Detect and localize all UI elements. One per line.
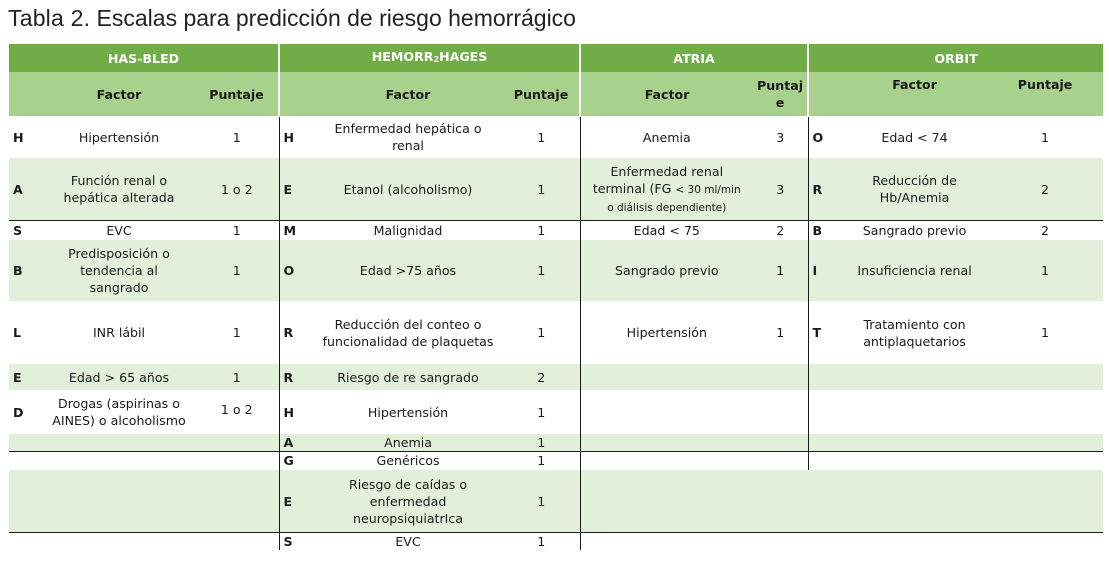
hasbled-factor-line: tendencia al — [80, 263, 158, 278]
orbit-letter: I — [808, 240, 842, 302]
table-row — [9, 158, 1103, 221]
atria-factor-line: Enfermedad renal — [610, 163, 724, 179]
atria-score: 3 — [753, 117, 808, 158]
hem-score: 2 — [503, 364, 580, 391]
hem-factor — [313, 117, 503, 158]
hem-factor-line: Enfermedad hepática o — [334, 121, 482, 136]
atria-score: 2 — [753, 221, 808, 240]
hasbled-factor: Hipertensión — [43, 117, 195, 158]
orbit-factor: Edad < 74 — [842, 117, 987, 158]
hem-letter: G — [279, 452, 313, 470]
table-row — [9, 240, 1103, 302]
hasbled-factor-line: hepática alterada — [63, 190, 175, 205]
hem-letter: H — [279, 391, 313, 434]
hem-factor: Edad >75 años — [313, 240, 503, 302]
atria-orbit-empty-cell — [580, 533, 1103, 551]
hasbled-empty-cell — [9, 434, 279, 452]
hem-factor: Genéricos — [313, 452, 503, 470]
orbit-factor-line: Hb/Anemia — [879, 190, 950, 205]
hem-letter: R — [279, 302, 313, 364]
atria-empty-cell — [580, 364, 808, 391]
atria-empty-cell — [580, 434, 808, 452]
table-caption — [8, 5, 576, 32]
table-row — [9, 302, 1103, 364]
atria-score-header — [753, 72, 808, 117]
atria-score-header-1: Puntaj — [757, 78, 804, 93]
atria-factor: Edad < 75 — [580, 221, 753, 240]
hasbled-score: 1 — [195, 364, 279, 391]
hem-factor — [313, 302, 503, 364]
header-hasbled: HAS-BLED — [9, 44, 279, 72]
orbit-factor-line: Reducción de — [872, 173, 957, 188]
hem-factor: Hipertensión — [313, 391, 503, 434]
orbit-score: 1 — [987, 240, 1103, 302]
atria-factor — [580, 158, 753, 221]
hasbled-factor-header: Factor — [43, 72, 195, 117]
hem-factor-line: enfermedad — [369, 493, 447, 509]
hem-factor: Malignidad — [313, 221, 503, 240]
orbit-score: 2 — [987, 221, 1103, 240]
hem-factor-header: Factor — [313, 72, 503, 117]
orbit-empty-cell — [808, 364, 1103, 391]
table-row — [9, 117, 1103, 158]
hasbled-letter: D — [9, 391, 43, 434]
hem-score-header: Puntaje — [503, 72, 580, 117]
hasbled-factor-line: Drogas (aspirinas o — [58, 396, 180, 411]
orbit-score: 1 — [987, 117, 1103, 158]
orbit-factor-line: antiplaquetarios — [863, 333, 966, 349]
hem-factor-line: renal — [392, 138, 424, 153]
hem-score: 1 — [503, 117, 580, 158]
table-row — [9, 533, 1103, 551]
hem-letter: O — [279, 240, 313, 302]
hasbled-empty-cell — [9, 452, 279, 470]
hasbled-letter: B — [9, 240, 43, 302]
scale-header-row — [9, 44, 1103, 72]
atria-factor: Hipertensión — [580, 302, 753, 364]
header-hemorrhages-pre: HEMORR — [371, 49, 434, 64]
hasbled-empty-cell — [9, 470, 279, 533]
hem-factor-line: Reducción del conteo o — [334, 316, 482, 332]
orbit-score: 2 — [987, 158, 1103, 221]
orbit-empty-cell — [808, 452, 1103, 470]
hasbled-factor-line: Función renal o — [70, 173, 168, 188]
atria-factor-line: < 30 ml/min — [675, 183, 741, 196]
hem-letter: R — [279, 364, 313, 391]
header-hemorrhages-post: HAGES — [439, 49, 488, 64]
hasbled-letter: E — [9, 364, 43, 391]
orbit-score-header: Puntaje — [987, 72, 1103, 117]
header-hemorrhages — [279, 44, 580, 72]
table-row — [9, 452, 1103, 470]
orbit-factor: Sangrado previo — [842, 221, 987, 240]
atria-factor: Anemia — [580, 117, 753, 158]
hasbled-letter: A — [9, 158, 43, 221]
hasbled-letter: L — [9, 302, 43, 364]
header-atria: ATRIA — [580, 44, 808, 72]
header-orbit: ORBIT — [808, 44, 1103, 72]
table-row — [9, 221, 1103, 240]
hasbled-factor-line: AINES) o alcoholismo — [52, 413, 186, 428]
hasbled-factor-line: sangrado — [89, 280, 149, 295]
hasbled-factor-line: Predisposición o — [68, 246, 170, 261]
hem-factor-line: funcionalidad de plaquetas — [322, 333, 494, 349]
atria-score-header-2: e — [775, 95, 785, 110]
hem-letter: E — [279, 158, 313, 221]
caption-title: Escalas para predicción de riesgo hemorrágico — [96, 5, 576, 31]
hem-score: 1 — [503, 158, 580, 221]
caption-label: Tabla 2. — [8, 5, 91, 31]
hem-factor: Anemia — [313, 434, 503, 452]
hasbled-factor: Edad > 65 años — [43, 364, 195, 391]
hasbled-factor: EVC — [43, 221, 195, 240]
orbit-letter: O — [808, 117, 842, 158]
hem-factor: Etanol (alcoholismo) — [313, 158, 503, 221]
header-hemorrhages-sub: 2 — [433, 55, 440, 64]
orbit-factor — [842, 302, 987, 364]
hasbled-factor — [43, 158, 195, 221]
hem-factor-line: neuropsiquiatrIca — [352, 510, 464, 526]
table-row — [9, 391, 1103, 434]
table-row — [9, 434, 1103, 452]
atria-empty-cell — [580, 452, 808, 470]
hem-letter: M — [279, 221, 313, 240]
hasbled-score: 1 o 2 — [195, 391, 279, 434]
hasbled-score: 1 — [195, 117, 279, 158]
hem-score: 1 — [503, 434, 580, 452]
atria-score: 1 — [753, 302, 808, 364]
hasbled-score-header: Puntaje — [195, 72, 279, 117]
atria-score: 1 — [753, 240, 808, 302]
hem-letter: S — [279, 533, 313, 551]
orbit-factor-line: Tratamiento con — [863, 316, 966, 332]
table-row — [9, 364, 1103, 391]
hem-score: 1 — [503, 302, 580, 364]
hasbled-score: 1 — [195, 240, 279, 302]
column-header-row — [9, 72, 1103, 117]
orbit-score: 1 — [987, 302, 1103, 364]
hasbled-score: 1 — [195, 302, 279, 364]
atria-empty-cell — [580, 391, 808, 434]
orbit-factor: Insuficiencia renal — [842, 240, 987, 302]
orbit-factor-header: Factor — [842, 72, 987, 117]
hasbled-letter: H — [9, 117, 43, 158]
hasbled-letter: S — [9, 221, 43, 240]
hasbled-factor — [43, 391, 195, 434]
hem-factor-line: Riesgo de caídas o — [348, 476, 468, 492]
orbit-factor — [842, 158, 987, 221]
hem-letter: H — [279, 117, 313, 158]
hasbled-score: 1 — [195, 221, 279, 240]
hem-score: 1 — [503, 391, 580, 434]
bleeding-risk-scales-table — [9, 44, 1103, 550]
atria-factor-line: o diálisis dependiente) — [607, 201, 727, 214]
atria-orbit-empty-cell — [580, 470, 1103, 533]
hasbled-factor: INR lábil — [43, 302, 195, 364]
orbit-empty-cell — [808, 391, 1103, 434]
atria-factor-header: Factor — [580, 72, 753, 117]
atria-factor-line: terminal (FG — [592, 180, 676, 196]
hem-score: 1 — [503, 240, 580, 302]
hem-factor: EVC — [313, 533, 503, 551]
hasbled-factor — [43, 240, 195, 302]
hem-factor — [313, 470, 503, 533]
atria-score: 3 — [753, 158, 808, 221]
orbit-empty-cell — [808, 434, 1103, 452]
orbit-letter: T — [808, 302, 842, 364]
orbit-letter: R — [808, 158, 842, 221]
orbit-letter: B — [808, 221, 842, 240]
hem-score: 1 — [503, 221, 580, 240]
atria-factor: Sangrado previo — [580, 240, 753, 302]
hem-letter: E — [279, 470, 313, 533]
hem-score: 1 — [503, 452, 580, 470]
hem-letter: A — [279, 434, 313, 452]
hem-score: 1 — [503, 533, 580, 551]
hasbled-score: 1 o 2 — [195, 158, 279, 221]
hasbled-empty-cell — [9, 533, 279, 551]
hem-score: 1 — [503, 470, 580, 533]
hem-factor: Riesgo de re sangrado — [313, 364, 503, 391]
table-row — [9, 470, 1103, 533]
